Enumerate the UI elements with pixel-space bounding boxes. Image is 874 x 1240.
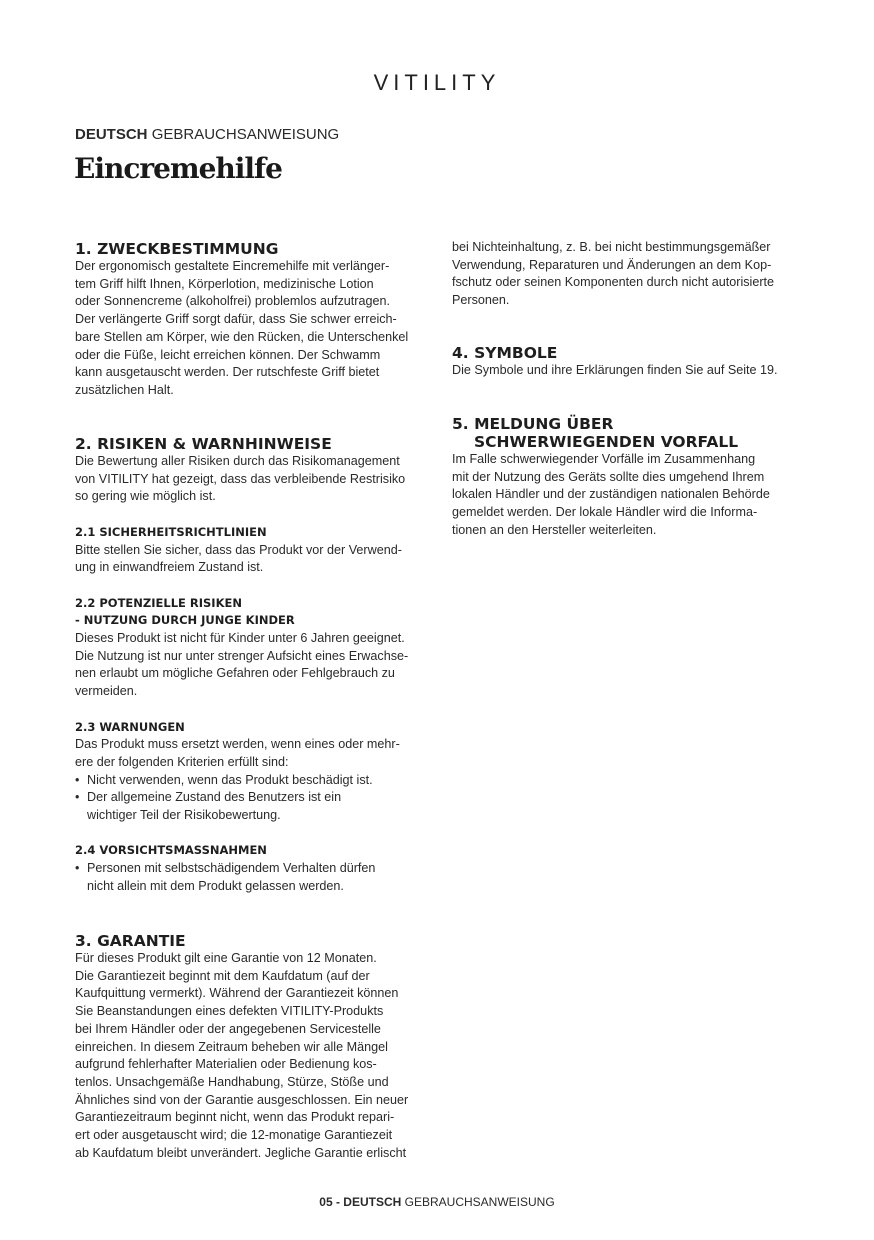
section-heading: 4. SYMBOLE [452,344,558,362]
text-line: von VITILITY hat gezeigt, dass das verbleibende Restrisiko [75,471,406,486]
text-line: Personen. [452,293,510,308]
section-warranty [75,932,425,1162]
text-line: lokalen Händler und der zuständigen nationalen Behörde [452,487,770,502]
text-line: Im Falle schwerwiegender Vorfälle im Zusammenhang [452,452,756,466]
bullet-item: • Der allgemeine Zustand des Benutzers ist ein [75,789,425,807]
section-heading: 3. GARANTIE [75,932,186,950]
footer-label: GEBRAUCHSANWEISUNG [404,1195,555,1209]
bullet-item: • Personen mit selbstschädigendem Verhalten dürfen [75,860,425,878]
section-warranty-continued [452,239,802,310]
subsection-heading: 2.3 WARNUNGEN [75,719,185,734]
text-line: aufgrund fehlerhafter Materialien oder Bedienung kos- [75,1057,377,1072]
section-heading: 1. ZWECKBESTIMMUNG [75,240,279,258]
text-line: Der verlängerte Griff sorgt dafür, dass Sie schwer erreich- [75,312,397,327]
section-heading [452,415,802,451]
section-heading-line: SCHWERWIEGENDEN VORFALL [474,433,739,451]
text-line: ert oder ausgetauscht wird; die 12-monatige Garantiezeit [75,1128,393,1143]
text-line: Ähnliches sind von der Garantie ausgeschlossen. Ein neuer [75,1092,409,1107]
text-line: zusätzlichen Halt. [75,382,174,397]
section-heading-line: 5. MELDUNG ÜBER [452,415,614,433]
text-line: bei Ihrem Händler oder der angegebenen Servicestelle [75,1021,381,1036]
section-incident-report [452,415,802,540]
text-line: tem Griff hilft Ihnen, Körperlotion, medizinische Lotion [75,276,374,291]
text-line: bare Stellen am Körper, wie den Rücken, die Unterschenkel [75,329,409,344]
text-line: Bitte stellen Sie sicher, dass das Produkt vor der Verwend- [75,542,402,557]
subsection-heading: 2.4 VORSICHTSMASSNAHMEN [75,843,267,858]
subsection-heading: 2.1 SICHERHEITSRICHTLINIEN [75,524,267,539]
text-line: einreichen. In diesem Zeitraum beheben wir alle Mängel [75,1039,388,1054]
text-line: fschutz oder seinen Komponenten durch nicht autorisierte [452,275,775,290]
text-line: so gering wie möglich ist. [75,489,216,504]
text-line: vermeiden. [75,684,138,699]
text-line: Das Produkt muss ersetzt werden, wenn eines oder mehr- [75,737,400,752]
page-footer [0,1195,874,1209]
text-line: oder die Füße, leicht erreichen können. Der Schwamm [75,347,381,362]
text-line: mit der Nutzung des Geräts sollte dies umgehend Ihrem [452,469,765,484]
bullet-item: • Nicht verwenden, wenn das Produkt beschädigt ist. [75,772,425,790]
text-line: Kaufquittung vermerkt). Während der Garantiezeit können [75,986,399,1001]
text-line: tenlos. Unsachgemäße Handhabung, Stürze, Stöße und [75,1074,389,1089]
brand-name: VITILITY [373,70,501,95]
text-line: kann ausgetauscht werden. Der rutschfeste Griff bietet [75,365,380,380]
text-line: Für dieses Produkt gilt eine Garantie von 12 Monaten. [75,951,377,965]
subsection-heading: 2.2 POTENZIELLE RISIKEN [75,595,242,610]
bullet-item-continued: nicht allein mit dem Produkt gelassen werden. [87,878,344,893]
section-heading: 2. RISIKEN & WARNHINWEISE [75,435,332,453]
subsection-heading: - NUTZUNG DURCH JUNGE KINDER [75,613,295,628]
text-line: Verwendung, Reparaturen und Änderungen an dem Kop- [452,257,772,272]
brand-logo [0,70,874,96]
text-line: gemeldet werden. Der lokale Händler wird die Informa- [452,505,758,520]
text-line: ung in einwandfreiem Zustand ist. [75,560,264,575]
page-number: 05 - DEUTSCH [319,1195,402,1209]
text-line: ab Kaufdatum bleibt unverändert. Jegliche Garantie erlischt [75,1145,407,1160]
text-line: oder Sonnencreme (alkoholfrei) problemlos aufzutragen. [75,294,391,309]
doc-type-label: GEBRAUCHSANWEISUNG [151,126,340,143]
text-line: Sie Beanstandungen eines defekten VITILITY-Produkts [75,1004,384,1019]
language-label: DEUTSCH [75,126,148,143]
text-line: Die Symbole und ihre Erklärungen finden Sie auf Seite 19. [452,363,778,377]
page-title: Eincremehilfe [74,152,282,185]
section-purpose [75,240,425,400]
text-line: bei Nichteinhaltung, z. B. bei nicht bestimmungsgemäßer [452,240,771,254]
section-risks [75,435,425,896]
text-line: nen erlaubt um mögliche Gefahren oder Fehlgebrauch zu [75,666,395,681]
text-line: Der ergonomisch gestaltete Eincremehilfe mit verlänger- [75,259,390,273]
text-line: ere der folgenden Kriterien erfüllt sind: [75,754,289,769]
text-line: Garantiezeitraum beginnt nicht, wenn das Produkt repari- [75,1110,395,1125]
text-line: tionen an den Hersteller weiterleiten. [452,522,657,537]
text-line: Die Nutzung ist nur unter strenger Aufsicht eines Erwachse- [75,648,409,663]
bullet-item-continued: wichtiger Teil der Risikobewertung. [87,808,281,823]
document-label [75,126,339,143]
text-line: Die Garantiezeit beginnt mit dem Kaufdatum (auf der [75,968,370,983]
section-symbols [452,344,802,380]
text-line: Dieses Produkt ist nicht für Kinder unter 6 Jahren geeignet. [75,631,405,645]
text-line: Die Bewertung aller Risiken durch das Risikomanagement [75,454,400,468]
